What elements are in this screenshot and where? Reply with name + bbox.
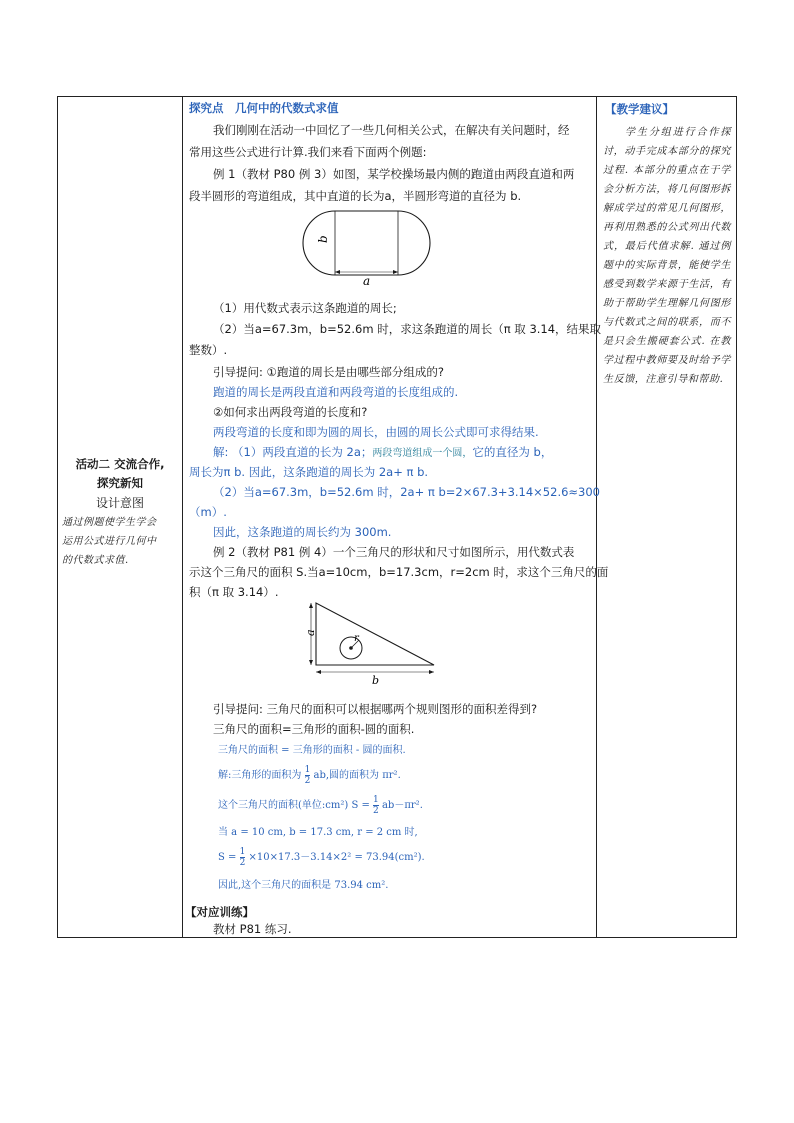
intro-text: 我们刚刚在活动一中回忆了一些几何相关公式，在解决有关问题时，经	[213, 123, 570, 137]
fraction-denominator: 2	[373, 806, 379, 816]
design-intent-text: 通过例题使学生学会	[62, 517, 157, 528]
fraction-one-half	[305, 765, 311, 786]
example-1-text: 例 1（教材 P80 例 3）如图，某学校操场最内侧的跑道由两段直道和两	[213, 167, 575, 181]
formula-text: ab,圆的面积为 πr².	[313, 770, 401, 781]
example-2-text: 示这个三角尺的面积 S.当a=10cm，b=17.3cm，r=2cm 时，求这个三角尺的面	[189, 565, 609, 579]
design-intent-label: 设计意图	[95, 496, 144, 510]
solution-text: （m）.	[189, 505, 227, 519]
section-heading: 探究点 几何中的代数式求值	[189, 101, 339, 115]
triangle-ruler-figure	[304, 600, 443, 687]
fraction-one-half	[373, 795, 379, 816]
figure-label-b: b	[316, 235, 330, 243]
fraction-numerator: 1	[304, 765, 311, 775]
activity-title-line: 活动二 交流合作,	[75, 457, 165, 471]
practice-text: 教材 P81 练习.	[213, 922, 292, 936]
formula-text: ab－πr².	[381, 800, 423, 811]
teaching-suggestion-heading: 【教学建议】	[605, 102, 674, 116]
design-intent-text: 运用公式进行几何中	[62, 536, 157, 547]
example-2-text: 积（π 取 3.14）.	[189, 585, 279, 599]
formula-line: 当 a = 10 cm, b = 17.3 cm, r = 2 cm 时,	[218, 827, 418, 838]
running-track-figure	[293, 209, 443, 287]
fraction-denominator: 2	[304, 776, 311, 786]
fraction-denominator: 2	[239, 858, 246, 868]
figure-label-a: a	[304, 629, 317, 636]
example-1-text: 段半圆形的弯道组成，其中直道的长为a，半圆形弯道的直径为 b.	[189, 189, 522, 203]
example-2-text: 例 2（教材 P81 例 4）一个三角尺的形状和尺寸如图所示，用代数式表	[213, 545, 575, 559]
fraction-numerator: 1	[239, 847, 246, 857]
figure-label-b: b	[372, 674, 380, 687]
practice-label: 【对应训练】	[185, 905, 254, 919]
formula-line: 因此,这个三角尺的面积是 73.94 cm².	[218, 880, 389, 891]
guide-answer: 两段弯道的长度和即为圆的周长，由圆的周长公式即可求得结果.	[213, 425, 539, 439]
formula-line	[218, 765, 620, 786]
content-column	[183, 97, 609, 937]
guide-answer: 跑道的周长是两段直道和两段弯道的长度组成的.	[213, 385, 459, 399]
solution-text: 周长为π b. 因此，这条跑道的周长为 2a+ π b.	[189, 465, 429, 479]
guide-question: 引导提问: 三角尺的面积可以根据哪两个规则图形的面积差得到?	[213, 702, 538, 716]
question-1: （1）用代数式表示这条跑道的周长;	[213, 301, 397, 315]
formula-text: S =	[218, 852, 237, 863]
question-2: （2）当a=67.3m，b=52.6m 时，求这条跑道的周长（π 取 3.14，结果取	[213, 322, 602, 336]
activity-column	[58, 97, 182, 937]
solution-text: 解: （1）两段直道的长为 2a；	[213, 445, 373, 459]
fraction-one-half	[240, 847, 246, 868]
question-2: 整数）.	[189, 343, 228, 357]
solution-text: （2）当a=67.3m，b=52.6m 时，2a+ π b=2×67.3+3.14×52.6≈300	[213, 485, 601, 499]
solution-text: 因此，这条跑道的周长约为 300m.	[213, 525, 392, 539]
guide-question: 引导提问: ①跑道的周长是由哪些部分组成的?	[213, 365, 444, 379]
formula-line	[218, 795, 620, 816]
formula-text: ×10×17.3－3.14×2² = 73.94(cm²).	[248, 852, 425, 863]
activity-title	[62, 455, 178, 493]
formula-line	[218, 847, 620, 868]
solution-text: 两段弯道组成一个圆，	[372, 448, 473, 459]
teaching-suggestion-text: 学生分组进行合作探讨，动手完成本部分的探究过程. 本部分的重点在于学会分析方法，将几何图形拆解成学过的常见几何图形，再利用熟悉的公式列出代数式，最后代值求解. 通过例题中的实际背景，能使学生感受到数学来源于生活，有助于帮助学生理解几何图形与代数式之间的联系，而不是只会生搬硬套公式. 在教学过程中教师要及时给予学生反馈，注意引导和帮助.	[603, 127, 731, 385]
design-intent-text: 的代数式求值.	[62, 555, 129, 566]
guide-answer: 三角尺的面积=三角形的面积-圆的面积.	[213, 722, 415, 736]
activity-block	[62, 455, 178, 570]
figure-label-r: r	[354, 633, 359, 644]
formula-text: 这个三角尺的面积(单位:cm²) S =	[218, 800, 370, 811]
solution-text: 它的直径为 b，	[472, 445, 553, 459]
formula-line: 三角尺的面积 = 三角形的面积 - 圆的面积.	[218, 745, 406, 756]
formula-text: 解:三角形的面积为	[218, 770, 302, 781]
fraction-numerator: 1	[373, 795, 379, 805]
triangle-outline	[316, 603, 434, 665]
figure-label-a: a	[363, 274, 371, 288]
intro-text: 常用这些公式进行计算.我们来看下面两个例题:	[189, 145, 427, 159]
solution-line	[189, 443, 591, 463]
activity-title-line: 探究新知	[97, 476, 143, 490]
lesson-table	[57, 96, 737, 938]
suggestion-column	[597, 97, 736, 937]
guide-question: ②如何求出两段弯道的长度和?	[213, 405, 368, 419]
